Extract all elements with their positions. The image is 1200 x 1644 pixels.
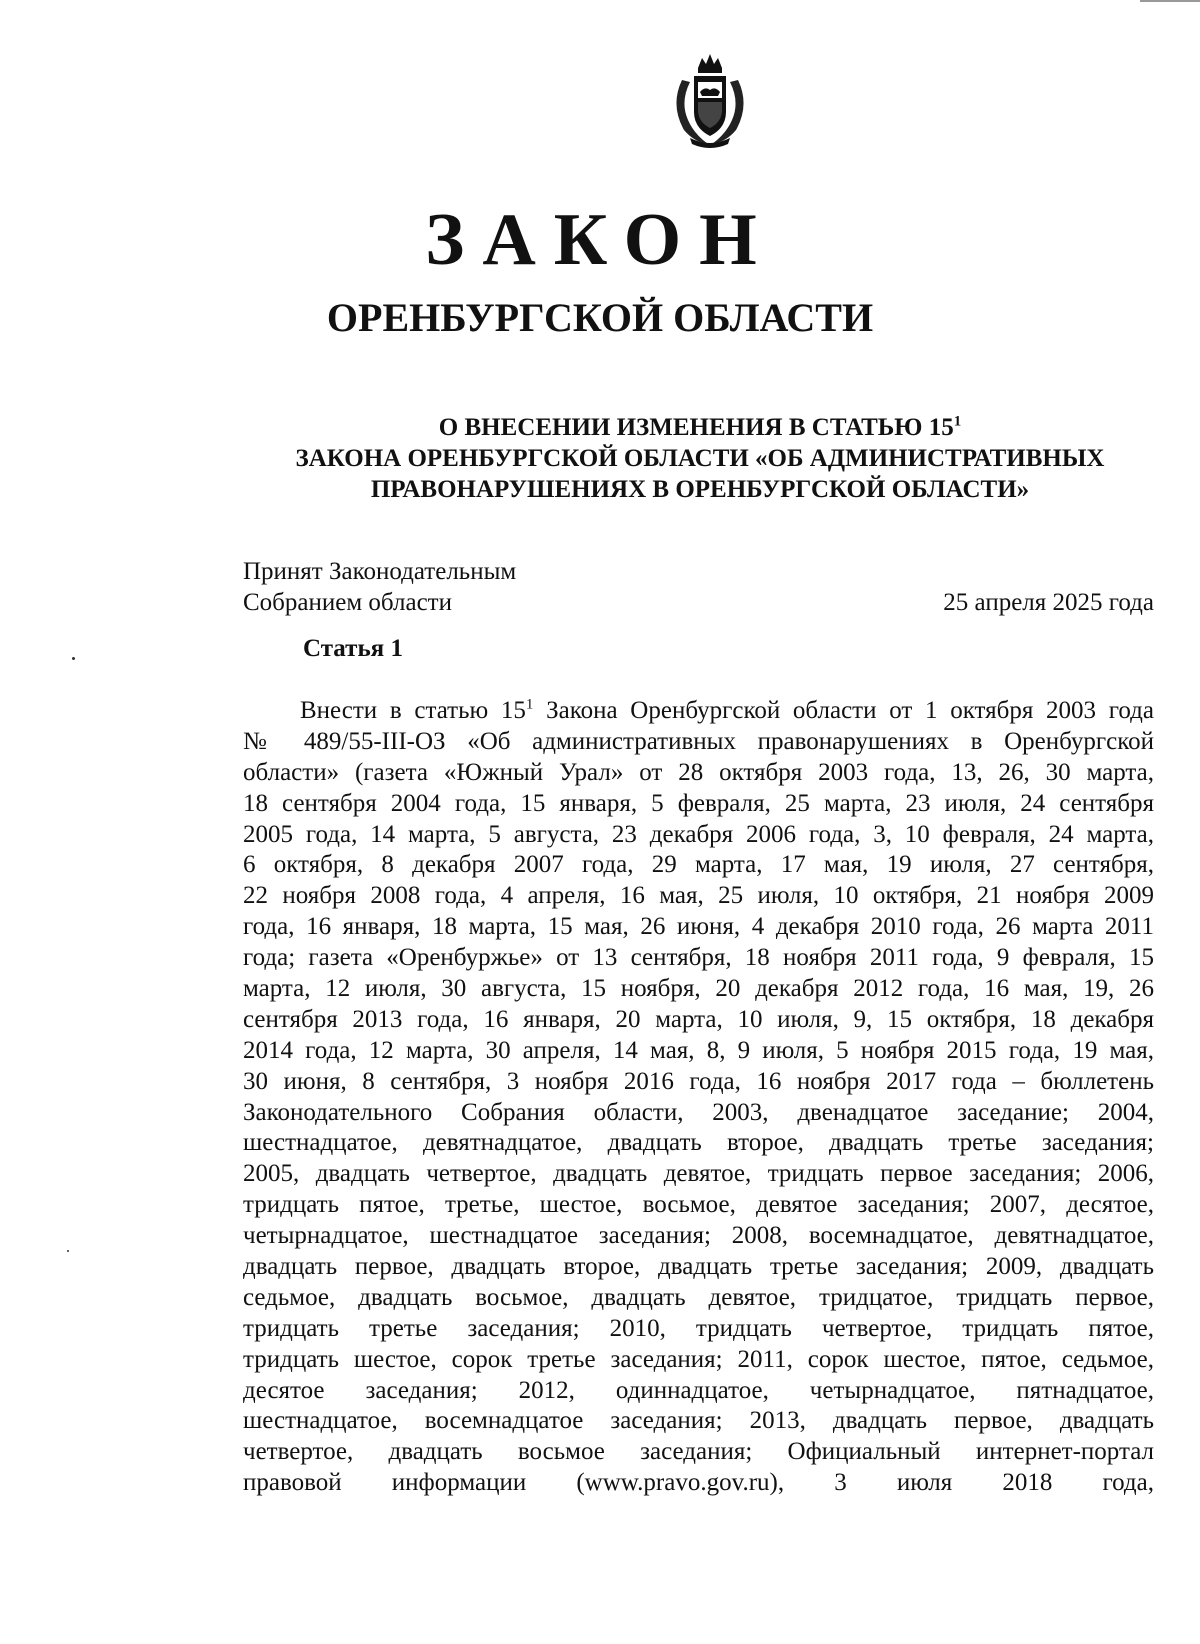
- scan-edge-line: [1140, 0, 1200, 2]
- heading-line-3: ПРАВОНАРУШЕНИЯХ В ОРЕНБУРГСКОЙ ОБЛАСТИ»: [370, 476, 1030, 503]
- scan-speck: [67, 1250, 69, 1252]
- body-line: года; газета «Оренбуржье» от 13 сентября, 18 ноября 2011 года, 9 февраля, 15: [243, 944, 1154, 972]
- body-line: десятое заседания; 2012, одиннадцатое, четырнадцатое, пятнадцатое,: [243, 1376, 1154, 1404]
- document-title: ЗАКОН: [425, 199, 775, 281]
- body-line: 30 июня, 8 сентября, 3 ноября 2016 года, 16 ноября 2017 года – бюллетень: [243, 1067, 1154, 1095]
- body-line: 2005 года, 14 марта, 5 августа, 23 декабря 2006 года, 3, 10 февраля, 24 марта,: [243, 820, 1154, 848]
- scan-speck: [72, 657, 75, 660]
- heading-line-1: [230, 412, 1170, 443]
- body-line: шестнадцатое, восемнадцатое заседания; 2013, двадцать первое, двадцать: [243, 1407, 1154, 1435]
- body-line: года, 16 января, 18 марта, 15 мая, 26 июня, 4 декабря 2010 года, 26 марта 2011: [243, 913, 1154, 941]
- law-heading: [230, 412, 1170, 505]
- heading-line-2: ЗАКОНА ОРЕНБУРГСКОЙ ОБЛАСТИ «ОБ АДМИНИСТРАТИВНЫХ: [295, 445, 1105, 472]
- body-line: № 489/55-III-ОЗ «Об административных правонарушениях в Оренбургской: [243, 727, 1154, 755]
- body-line-first: [243, 696, 1154, 727]
- body-line: четырнадцатое, шестнадцатое заседания; 2008, восемнадцатое, девятнадцатое,: [243, 1222, 1154, 1250]
- article-body: [243, 696, 1154, 1499]
- body-line: 2014 года, 12 марта, 30 апреля, 14 мая, 8, 9 июля, 5 ноября 2015 года, 19 мая,: [243, 1036, 1154, 1064]
- adoption-date: 25 апреля 2025 года: [943, 589, 1154, 616]
- body-line: тридцать третье заседания; 2010, тридцать четвертое, тридцать пятое,: [243, 1314, 1154, 1342]
- body-line: тридцать шестое, сорок третье заседания; 2011, сорок шестое, пятое, седьмое,: [243, 1345, 1154, 1373]
- body-superscript: 1: [525, 696, 534, 713]
- heading-superscript: 1: [953, 413, 962, 430]
- body-line: тридцать пятое, третье, шестое, восьмое, девятое заседания; 2007, десятое,: [243, 1191, 1154, 1219]
- body-line: 18 сентября 2004 года, 15 января, 5 февраля, 25 марта, 23 июля, 24 сентября: [243, 789, 1154, 817]
- adopted-line-1: Принят Законодательным: [243, 558, 517, 585]
- body-line: шестнадцатое, девятнадцатое, двадцать второе, двадцать третье заседания;: [243, 1129, 1154, 1157]
- body-line-first-post: Закона Оренбургской области от 1 октября 2003 года: [533, 697, 1154, 724]
- body-line: четвертое, двадцать восьмое заседания; Официальный интернет-портал: [243, 1438, 1154, 1466]
- body-line: правовой информации (www.pravo.gov.ru), 3 июля 2018 года,: [243, 1469, 1154, 1497]
- article-title: Статья 1: [303, 635, 403, 662]
- body-line: седьмое, двадцать восьмое, двадцать девятое, тридцатое, тридцать первое,: [243, 1283, 1154, 1311]
- coat-of-arms-icon: [660, 50, 760, 150]
- body-line-first-pre: Внести в статью 15: [300, 697, 526, 724]
- body-line: 6 октября, 8 декабря 2007 года, 29 марта, 17 мая, 19 июля, 27 сентября,: [243, 851, 1154, 879]
- document-subtitle: ОРЕНБУРГСКОЙ ОБЛАСТИ: [326, 295, 874, 340]
- adopted-by: [243, 556, 516, 618]
- body-line: сентября 2013 года, 16 января, 20 марта, 10 июля, 9, 15 октября, 18 декабря: [243, 1005, 1154, 1033]
- adopted-line-2: Собранием области: [243, 589, 452, 616]
- body-line: марта, 12 июля, 30 августа, 15 ноября, 20 декабря 2012 года, 16 мая, 19, 26: [243, 975, 1154, 1003]
- body-line: двадцать первое, двадцать второе, двадцать третье заседания; 2009, двадцать: [243, 1253, 1154, 1281]
- body-line: 2005, двадцать четвертое, двадцать девятое, тридцать первое заседания; 2006,: [243, 1160, 1154, 1188]
- heading-line-1-text: О ВНЕСЕНИИ ИЗМЕНЕНИЯ В СТАТЬЮ 15: [438, 414, 954, 441]
- body-line: области» (газета «Южный Урал» от 28 октября 2003 года, 13, 26, 30 марта,: [243, 758, 1154, 786]
- body-line: Законодательного Собрания области, 2003, двенадцатое заседание; 2004,: [243, 1098, 1154, 1126]
- body-line: 22 ноября 2008 года, 4 апреля, 16 мая, 25 июля, 10 октября, 21 ноября 2009: [243, 882, 1154, 910]
